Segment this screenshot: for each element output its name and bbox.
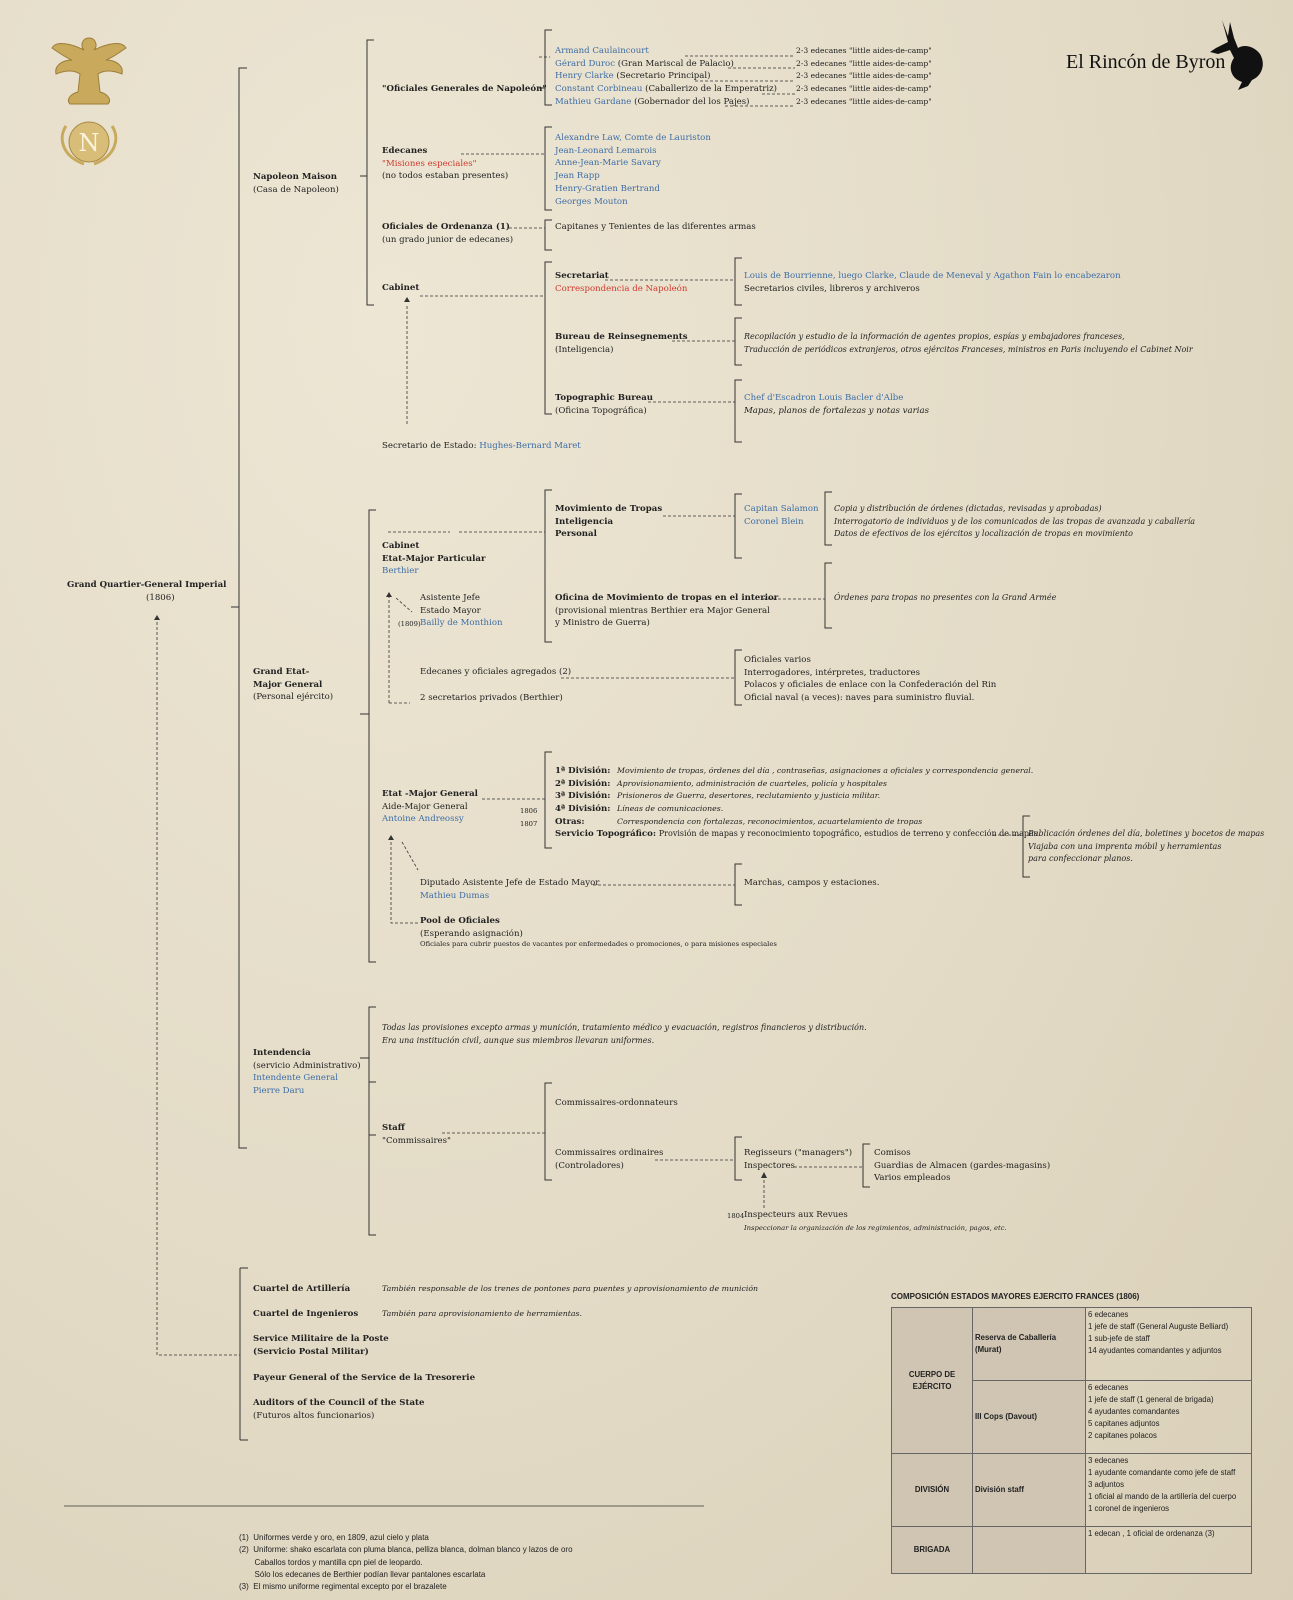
table-row: CUERPO DE EJÉRCITO Reserva de Caballería (Murat) 6 edecanes 1 jefe de staff (General Auguste Belliard) 1 sub-jefe de staff 14 ayudantes comandantes y adjuntos bbox=[892, 1308, 1252, 1381]
pool-sub: (Esperando asignación) bbox=[420, 928, 523, 939]
grand-etat-node bbox=[253, 666, 333, 704]
table-row: BRIGADA 1 edecan , 1 oficial de ordenanza (3) bbox=[892, 1527, 1252, 1574]
group-label: BRIGADA bbox=[892, 1527, 973, 1574]
footnote: Sólo los edecanes de Berthier podían llevar pantalones escarlata bbox=[239, 1569, 486, 1579]
secretario-label: Secretario de Estado: bbox=[382, 441, 480, 451]
ingenieros-desc: También para aprovisionamiento de herramientas. bbox=[382, 1309, 582, 1318]
brand-title: El Rincón de Byron bbox=[1066, 51, 1226, 73]
footnote: (3) El mismo uniforme regimental excepto por el brazalete bbox=[239, 1582, 447, 1592]
asistente-l1: Asistente Jefe bbox=[420, 593, 480, 603]
mov-name: Capitan Salamon bbox=[744, 504, 819, 514]
division-label: 2ª División: bbox=[555, 778, 611, 789]
root-title: Grand Quartier-General Imperial bbox=[67, 580, 227, 590]
servicio-topo bbox=[555, 828, 1040, 841]
root-year: (1806) bbox=[146, 593, 175, 603]
division-desc: Aprovisionamiento, administración de cuarteles, policía y hospitales bbox=[617, 778, 888, 788]
unit-label bbox=[973, 1527, 1086, 1574]
aides-text: 2-3 edecanes "little aides-de-camp" bbox=[796, 84, 932, 94]
secretariat-title: Secretariat bbox=[555, 271, 609, 281]
footnote: (1) Uniformes verde y oro, en 1809, azul cielo y plata bbox=[239, 1533, 429, 1542]
general-name: Gérard Duroc bbox=[555, 58, 616, 69]
ingenieros-title: Cuartel de Ingenieros bbox=[253, 1309, 359, 1319]
intendencia-node bbox=[253, 1047, 361, 1098]
ordenanza-node bbox=[382, 221, 513, 246]
mov-desc-3: Datos de efectivos de los ejércitos y localización de tropas en movimiento bbox=[834, 529, 1133, 539]
mov-name: Coronel Blein bbox=[744, 516, 804, 527]
table-row: III Cops (Davout) 6 edecanes 1 jefe de staff (1 general de brigada) 4 ayudantes comandantes 5 capitanes adjuntos 2 capitanes polacos bbox=[892, 1381, 1252, 1454]
edecan-name: Georges Mouton bbox=[555, 196, 628, 207]
pool-title: Pool de Oficiales bbox=[420, 916, 500, 926]
general-row bbox=[555, 83, 777, 96]
aides-text: 2-3 edecanes "little aides-de-camp" bbox=[796, 96, 932, 106]
oficina-s1: (provisional mientras Berthier era Major General bbox=[555, 605, 770, 616]
oficina-s2: y Ministro de Guerra) bbox=[555, 618, 650, 629]
cabinet2-node bbox=[382, 540, 485, 578]
secretarios-label: 2 secretarios privados (Berthier) bbox=[420, 693, 563, 703]
footnote: (2) Uniforme: shako escarlata con pluma blanca, pelliza blanca, dolman blanco y lazos de oro bbox=[239, 1545, 573, 1555]
division-desc: Prisioneros de Guerra, desertores, reclutamiento y justicia militar. bbox=[617, 791, 881, 801]
general-row bbox=[555, 96, 777, 109]
divisions-descs bbox=[617, 765, 1033, 829]
mov-desc-1: Copia y distribución de órdenes (dictadas, revisadas y aprobadas) bbox=[834, 504, 1102, 513]
mov-l2: Inteligencia bbox=[555, 516, 614, 527]
mov-l3: Personal bbox=[555, 529, 597, 540]
general-role: (Secretario Principal) bbox=[613, 71, 711, 82]
table-row: DIVISIÓN División staff 3 edecanes 1 ayudante comandante como jefe de staff 3 adjuntos 1 oficial al mando de la artillería del cuerpo 1 coronel de ingenieros bbox=[892, 1454, 1252, 1527]
footnote: Caballos tordos y mantilla cpn piel de leopardo. bbox=[239, 1557, 423, 1567]
servicio-topo-desc: Provisión de mapas y reconocimiento topográfico, estudios de terreno y confección de mapas. bbox=[658, 829, 1041, 838]
staff-title: Staff bbox=[382, 1123, 405, 1133]
composition-table bbox=[891, 1292, 1252, 1574]
staff-sub: "Commissaires" bbox=[382, 1135, 451, 1146]
division-desc: Movimiento de tropas, órdenes del día , contraseñas, asignaciones a oficiales y correspondencia general. bbox=[617, 766, 1034, 775]
general-role: (Gran Mariscal de Palacio) bbox=[615, 58, 734, 69]
mov-l1: Movimiento de Tropas bbox=[555, 504, 663, 514]
secretario-name: Hughes-Bernard Maret bbox=[479, 441, 581, 451]
auditors-node: Auditors of the Council of the State (Futuros altos funcionarios) bbox=[253, 1398, 425, 1421]
grand-etat-l2: Major General bbox=[253, 679, 323, 690]
cabinet-title: Cabinet bbox=[382, 283, 420, 293]
etat-major-name: Antoine Andreossy bbox=[382, 814, 464, 825]
etat-major-title: Etat -Major General bbox=[382, 789, 478, 799]
unit-label: III Cops (Davout) bbox=[973, 1381, 1086, 1454]
emblem-letter: N bbox=[78, 129, 100, 157]
commissaires-ordinaires: Commissaires ordinaires (Controladores) bbox=[555, 1148, 664, 1171]
aides-text: 2-3 edecanes "little aides-de-camp" bbox=[796, 46, 932, 55]
division-label: Otras: bbox=[555, 816, 585, 827]
secretariat-sub: Correspondencia de Napoleón bbox=[555, 283, 688, 294]
edecanes-names bbox=[555, 132, 711, 208]
topo-extra: Publicación órdenes del día, boletines y bocetos de mapas Viajaba con una imprenta móbil y herramientas para confeccionar planos. bbox=[1028, 829, 1265, 864]
mov-names bbox=[744, 503, 819, 528]
general-name: Henry Clarke bbox=[555, 71, 614, 82]
edecan-name: Jean-Leonard Lemarois bbox=[555, 145, 657, 156]
oficiales-generales-title: "Oficiales Generales de Napoleón" bbox=[382, 84, 547, 94]
asistente-l2: Estado Mayor bbox=[420, 605, 481, 616]
bureau-title: Bureau de Reinsegnements bbox=[555, 332, 688, 342]
general-row bbox=[555, 70, 777, 83]
topo-node bbox=[555, 392, 653, 417]
group-label: CUERPO DE EJÉRCITO bbox=[892, 1308, 973, 1454]
general-row bbox=[555, 58, 777, 71]
asistente-name: Bailly de Monthion bbox=[420, 618, 503, 628]
mov-node bbox=[555, 503, 662, 541]
napoleon-maison-node bbox=[253, 171, 339, 196]
imperial-eagle-emblem bbox=[44, 30, 134, 176]
general-name: Mathieu Gardane bbox=[555, 96, 632, 107]
general-row bbox=[555, 45, 777, 58]
table-title: COMPOSICIÓN ESTADOS MAYORES EJERCITO FRANCES (1806) bbox=[891, 1292, 1140, 1301]
intendencia-sub: (servicio Administrativo) bbox=[253, 1060, 361, 1071]
edecan-name: Jean Rapp bbox=[555, 171, 600, 182]
edecan-name: Henry-Gratien Bertrand bbox=[555, 183, 660, 194]
maison-bracket bbox=[367, 40, 374, 305]
intendencia-desc: Todas las provisiones excepto armas y munición, tratamiento médico y evacuación, registros financieros y distribución. Era una institución civil, aunque sus miembros llevaran uniformes. bbox=[382, 1023, 867, 1045]
regisseurs: Regisseurs ("managers") Inspectores bbox=[744, 1148, 853, 1171]
etat-major-years: 1806 1807 bbox=[520, 807, 538, 828]
oficina-title: Oficina de Movimiento de tropas en el interior bbox=[555, 593, 779, 603]
artilleria-desc: También responsable de los trenes de pontones para puentes y aprovisionamiento de munición bbox=[382, 1284, 759, 1293]
division-label: 1ª División: bbox=[555, 766, 611, 776]
etat-major-sub: Aide-Major General bbox=[382, 801, 468, 812]
division-desc: Correspondencia con fortalezas, reconocimientos, acuartelamiento de tropas bbox=[617, 816, 923, 826]
commissaires-ordonnateurs: Commissaires-ordonnateurs bbox=[555, 1098, 678, 1108]
oficina-desc: Órdenes para tropas no presentes con la Grand Armée bbox=[834, 593, 1057, 602]
napoleon-maison-sub: (Casa de Napoleon) bbox=[253, 184, 339, 195]
topo-sub: (Oficina Topográfica) bbox=[555, 405, 647, 416]
agregados-label: Edecanes y oficiales agregados (2) bbox=[420, 667, 572, 677]
edecanes-title: Edecanes bbox=[382, 146, 428, 156]
division-desc: Líneas de comunicaciones. bbox=[617, 804, 724, 814]
bureau-d2: Traducción de periódicos extranjeros, otros ejércitos Franceses, ministros en Paris incluyendo el Cabinet Noir bbox=[744, 344, 1193, 354]
division-label: 3ª División: bbox=[555, 791, 611, 802]
diputado-node bbox=[420, 877, 599, 902]
ordenanza-sub: (un grado junior de edecanes) bbox=[382, 234, 514, 245]
bureau-desc bbox=[744, 331, 1193, 356]
agregado-item: Polacos y oficiales de enlace con la Confederación del Rin bbox=[744, 680, 997, 691]
ordenanza-desc: Capitanes y Tenientes de las diferentes armas bbox=[555, 222, 756, 232]
empleados: Comisos Guardias de Almacen (gardes-magasins) Varios empleados bbox=[874, 1148, 1051, 1184]
mov-desc-2: Interrogatorio de individuos y de los comunicados de las tropas de avanzada y caballería bbox=[834, 516, 1196, 526]
diputado-name: Mathieu Dumas bbox=[420, 890, 490, 901]
oficiales-generales-list bbox=[555, 45, 777, 109]
mov-desc bbox=[834, 503, 1195, 541]
aides-text: 2-3 edecanes "little aides-de-camp" bbox=[796, 71, 932, 81]
edecan-name: Anne-Jean-Marie Savary bbox=[555, 158, 661, 169]
intendencia-title: Intendencia bbox=[253, 1048, 311, 1058]
asistente-year: (1809) bbox=[398, 620, 421, 628]
poste-node: Service Militaire de la Poste (Servicio Postal Militar) bbox=[253, 1334, 389, 1357]
grand-etat-sub: (Personal ejército) bbox=[253, 692, 334, 703]
grand-etat-l1: Grand Etat- bbox=[253, 667, 310, 677]
bureau-node bbox=[555, 331, 688, 356]
general-name: Constant Corbineau bbox=[555, 84, 643, 95]
rabbit-logo-icon bbox=[1208, 18, 1268, 94]
divisions-labels bbox=[555, 765, 610, 829]
diputado-title: Diputado Asistente Jefe de Estado Mayor bbox=[420, 878, 600, 888]
asistente-node bbox=[420, 592, 481, 617]
unit-label: Reserva de Caballería (Murat) bbox=[973, 1308, 1086, 1381]
secretariat-d2: Secretarios civiles, libreros y archiveros bbox=[744, 283, 920, 294]
pool-node bbox=[420, 915, 777, 949]
edecanes-note: (no todos estaban presentes) bbox=[382, 171, 509, 182]
group-label: DIVISIÓN bbox=[892, 1454, 973, 1527]
etat-major-node bbox=[382, 788, 478, 826]
agregado-item: Oficiales varios bbox=[744, 655, 811, 665]
edecanes-node bbox=[382, 145, 508, 183]
topo-title: Topographic Bureau bbox=[555, 393, 654, 403]
aides-text: 2-3 edecanes "little aides-de-camp" bbox=[796, 58, 932, 68]
agregado-item: Interrogadores, intérpretes, traductores bbox=[744, 667, 921, 678]
ordenanza-title: Oficiales de Ordenanza (1) bbox=[382, 222, 510, 232]
pool-desc: Oficiales para cubrir puestos de vacantes por enfermedades o promociones, o para misiones especiales bbox=[420, 940, 777, 949]
bureau-sub: (Inteligencia) bbox=[555, 344, 614, 355]
cabinet2-l1: Cabinet bbox=[382, 541, 420, 551]
secretario-estado bbox=[382, 440, 581, 453]
inspecteurs: Inspecteurs aux Revues bbox=[744, 1210, 848, 1220]
artilleria-title: Cuartel de Artillería bbox=[253, 1284, 351, 1294]
footnotes bbox=[239, 1532, 573, 1593]
intendencia-n1: Intendente General bbox=[253, 1073, 338, 1084]
agregados-items bbox=[744, 654, 996, 705]
inspecteurs-desc: Inspeccionar la organización de los regimientos, administración, pagos, etc. bbox=[744, 1224, 1007, 1232]
general-role: (Caballerizo de la Emperatriz) bbox=[642, 84, 778, 95]
edecanes-special: "Misiones especiales" bbox=[382, 158, 477, 169]
payeur-title: Payeur General of the Service de la Tresorerie bbox=[253, 1373, 476, 1383]
bureau-d1: Recopilación y estudio de la información de agentes propios, espías y embajadores franceses, bbox=[744, 332, 1125, 341]
root-bracket bbox=[239, 68, 247, 1148]
topo-d2: Mapas, planos de fortalezas y notas varias bbox=[744, 405, 930, 416]
staff-node bbox=[382, 1122, 451, 1147]
secretariat-desc bbox=[744, 270, 1121, 295]
intendencia-n2: Pierre Daru bbox=[253, 1086, 305, 1097]
cabinet2-l2: Etat-Major Particular bbox=[382, 553, 486, 564]
edecan-name: Alexandre Law, Comte de Lauriston bbox=[555, 133, 711, 143]
oficina-node bbox=[555, 592, 778, 630]
cabinet2-name: Berthier bbox=[382, 566, 419, 577]
agregado-item: Oficial naval (a veces): naves para suministro fluvial. bbox=[744, 693, 975, 704]
topo-desc bbox=[744, 392, 929, 417]
aides-list bbox=[796, 45, 932, 109]
general-role: (Gobernador del los Pajes) bbox=[631, 96, 750, 107]
servicio-topo-label: Servicio Topográfico: bbox=[555, 829, 657, 839]
topo-d1: Chef d'Escadron Louis Bacler d'Albe bbox=[744, 393, 904, 403]
napoleon-maison-title: Napoleon Maison bbox=[253, 172, 338, 182]
division-label: 4ª División: bbox=[555, 804, 611, 815]
unit-label: División staff bbox=[973, 1454, 1086, 1527]
diputado-desc: Marchas, campos y estaciones. bbox=[744, 878, 880, 888]
insp-year: 1804 bbox=[727, 1212, 745, 1220]
general-name: Armand Caulaincourt bbox=[555, 46, 649, 56]
secretariat-d1: Louis de Bourrienne, luego Clarke, Claude de Meneval y Agathon Fain lo encabezaron bbox=[744, 271, 1121, 281]
secretariat-node bbox=[555, 270, 687, 295]
